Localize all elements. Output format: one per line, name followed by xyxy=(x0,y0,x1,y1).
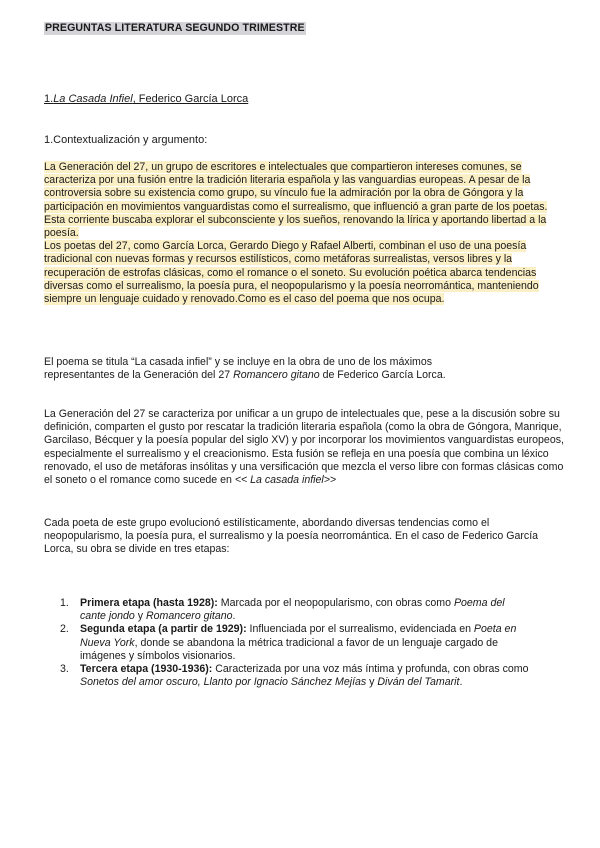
highlighted-context-block xyxy=(44,161,564,306)
poem-intro-work: Romancero gitano xyxy=(233,369,320,382)
generation-poem-ref: << La casada infiel>> xyxy=(234,474,337,487)
stage-text: Caracterizada por una voz más íntima y profunda, con obras como xyxy=(212,663,529,676)
list-item xyxy=(60,663,530,689)
stage-text: Influenciada por el surrealismo, evidenciada en xyxy=(246,623,474,636)
poem-intro-author: de Federico García Lorca. xyxy=(319,369,446,382)
poem-title: La Casada Infiel xyxy=(53,93,133,105)
poem-author: , Federico García Lorca xyxy=(132,93,249,105)
poem-intro-text: El poema se titula “La casada infiel” y se incluye en la obra de uno de los máximos representantes de la Generación del 27 xyxy=(44,356,433,382)
list-item-number: 1. xyxy=(60,597,69,609)
stage-work: Diván del Tamarit xyxy=(377,676,460,689)
stage-text: y xyxy=(134,610,146,623)
stage-text: . xyxy=(459,676,463,689)
stage-text: Marcada por el neopopularismo, con obras como xyxy=(217,597,454,609)
stage-work: Sonetos del amor oscuro, Llanto por Ignacio Sánchez Mejías xyxy=(80,676,367,689)
poem-number: 1. xyxy=(44,93,54,105)
stage-text: . xyxy=(232,610,236,623)
highlight-paragraph-2: Los poetas del 27, como García Lorca, Gerardo Diego y Rafael Alberti, combinan el uso de una poesía tradicional con nuevas formas y recursos estilísticos, como metáforas surrealistas, versos libres y la recuperación de estrofas clásicas, como el romance o el soneto. Su evolución poética abarca tendencias diversas como el surrealismo, la poesía pura, el neopopularismo y la poesía neorromántica, manteniendo siempre un lenguaje cuidado y renovado.Como es el caso del poema que nos ocupa. xyxy=(44,240,539,306)
stage-work: Poeta en Nueva York xyxy=(80,623,517,649)
list-item xyxy=(60,597,530,623)
list-item xyxy=(60,623,530,663)
stages-list xyxy=(60,597,530,689)
stage-label: Primera etapa (hasta 1928): xyxy=(80,597,218,609)
highlight-paragraph-1: La Generación del 27, un grupo de escritores e intelectuales que compartieron intereses comunes, se caracteriza por una fusión entre la tradición literaria española y las vanguardias europeas. A pesar de la controversia sobre su existencia como grupo, su vínculo fue la admiración por la obra de Góngora y la participación en movimientos vanguardistas como el surrealismo, que influenció a gran parte de los poetas. Esta corriente buscaba explorar el subconsciente y los sueños, renovando la lírica y aportando libertad a la poesía. xyxy=(44,161,548,240)
list-item-number: 3. xyxy=(60,663,69,676)
evolution-paragraph: Cada poeta de este grupo evolucionó estilísticamente, abordando diversas tendencias como el neopopularismo, la poesía pura, el surrealismo y la poesía neorromántica. En el caso de Federico García Lorca, su obra se divide en tres etapas: xyxy=(44,517,539,556)
generation-paragraph xyxy=(44,408,564,487)
poem-heading xyxy=(44,93,248,106)
stage-label: Segunda etapa (a partir de 1929): xyxy=(80,623,247,636)
stage-text: y xyxy=(366,676,378,689)
stage-work: Poema del cante jondo xyxy=(80,597,505,623)
generation-text: La Generación del 27 se caracteriza por unificar a un grupo de intelectuales que, pese a la discusión sobre su definición, comparten el gusto por rescatar la tradición literaria española (como la obra de Góngora, Manrique, Garcilaso, Bécquer y la poesía popular del siglo XV) y por incorporar los movimientos vanguardistas europeos, especialmente el surrealismo y el creacionismo. Esta fusión se refleja en una poesía que combina un léxico renovado, el uso de metáforas insólitas y una versificación que mezcla el verso libre con formas clásicas como el soneto o el romance como sucede en xyxy=(44,408,564,487)
stage-text: , donde se abandona la métrica tradicional a favor de un lenguaje cargado de imágenes y símbolos visionarios. xyxy=(80,636,498,662)
list-item-number: 2. xyxy=(60,623,69,636)
poem-intro-paragraph xyxy=(44,356,474,382)
document-title: PREGUNTAS LITERATURA SEGUNDO TRIMESTRE xyxy=(45,22,305,34)
stage-work: Romancero gitano xyxy=(145,610,233,623)
section-heading: 1.Contextualización y argumento: xyxy=(44,134,208,146)
stage-label: Tercera etapa (1930-1936): xyxy=(80,663,213,676)
